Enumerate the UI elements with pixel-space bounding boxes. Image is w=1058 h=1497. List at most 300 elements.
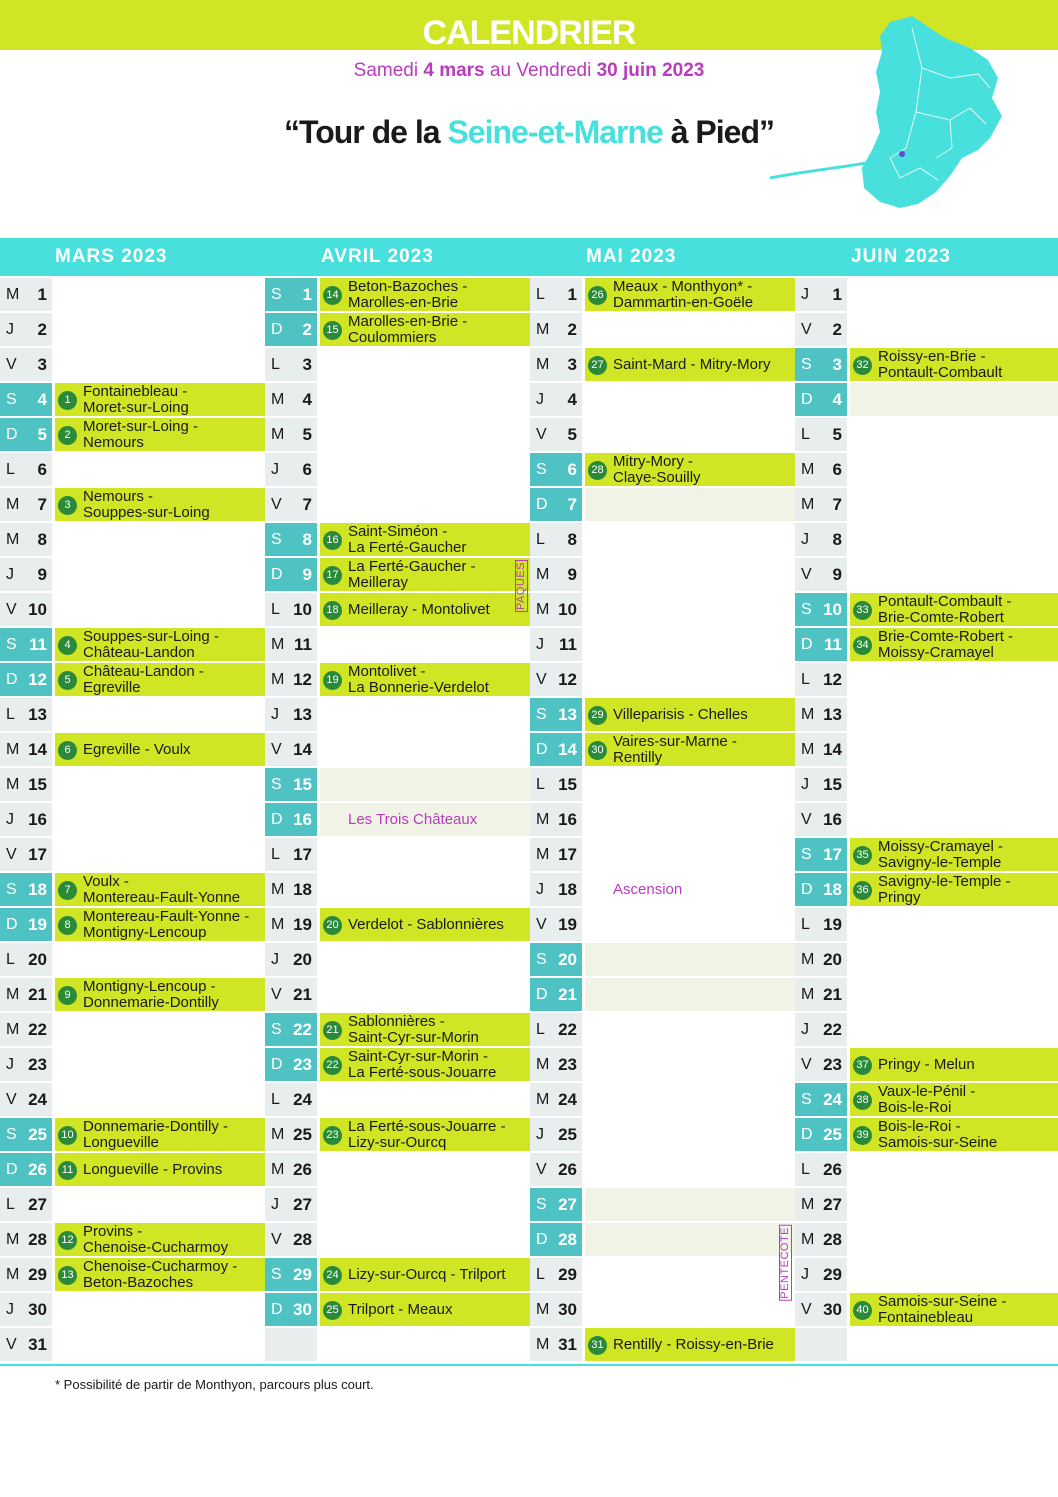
day-number: 2	[37, 320, 47, 339]
event-cell	[320, 838, 531, 871]
event-cell	[585, 523, 796, 556]
stage-route	[83, 979, 264, 1010]
day-cell	[530, 488, 584, 521]
weekday-letter: M	[6, 1231, 20, 1248]
weekday-letter: V	[801, 1301, 812, 1318]
day-number: 23	[558, 1055, 577, 1074]
date-prefix: Samedi	[353, 60, 424, 81]
day-cell	[0, 453, 54, 486]
event-cell	[320, 1153, 531, 1186]
day-cell	[0, 628, 54, 661]
stage-route	[878, 1294, 1058, 1325]
day-row	[265, 1258, 531, 1293]
day-cell	[795, 1258, 849, 1291]
stage-number-badge: 11	[58, 1161, 77, 1180]
event-cell	[585, 1223, 796, 1256]
day-cell	[530, 418, 584, 451]
weekday-letter: S	[801, 1091, 812, 1108]
stage-number-badge: 36	[853, 881, 872, 900]
stage-number-badge: 31	[588, 1336, 607, 1355]
day-row	[265, 1013, 531, 1048]
event-cell	[320, 523, 531, 556]
day-number: 20	[28, 950, 47, 969]
weekday-letter: V	[536, 916, 547, 933]
day-number: 15	[28, 775, 47, 794]
event-cell	[55, 803, 266, 836]
weekday-letter: J	[801, 776, 809, 793]
weekday-letter: V	[6, 356, 17, 373]
day-row	[795, 943, 1058, 978]
event-cell	[850, 278, 1058, 311]
stage-route	[83, 1119, 264, 1150]
day-row	[0, 1293, 266, 1328]
weekday-letter: J	[6, 321, 14, 338]
weekday-letter: S	[271, 1266, 282, 1283]
day-row	[265, 523, 531, 558]
event-cell	[585, 278, 796, 311]
day-row	[530, 453, 796, 488]
stage-route-line: Moret-sur-Loing -	[83, 419, 199, 435]
weekday-letter: L	[536, 1266, 545, 1283]
day-number: 25	[28, 1125, 47, 1144]
event-cell	[55, 348, 266, 381]
weekday-letter: J	[801, 1021, 809, 1038]
stage-number-badge: 30	[588, 741, 607, 760]
day-number: 21	[293, 985, 312, 1004]
day-number: 20	[823, 950, 842, 969]
stage-number-badge: 24	[323, 1266, 342, 1285]
stage-route	[83, 1224, 264, 1255]
event-cell	[320, 873, 531, 906]
day-row	[795, 383, 1058, 418]
day-row	[265, 663, 531, 698]
day-row	[265, 908, 531, 943]
stage-route	[348, 1014, 529, 1045]
day-cell	[530, 558, 584, 591]
day-number: 25	[823, 1125, 842, 1144]
day-row	[0, 838, 266, 873]
day-number: 27	[293, 1195, 312, 1214]
stage-route-line: Pringy - Melun	[878, 1057, 975, 1073]
month-column-mai	[530, 278, 796, 1363]
day-row	[265, 978, 531, 1013]
event-cell	[320, 558, 531, 591]
day-number: 4	[567, 390, 577, 409]
event-cell	[850, 558, 1058, 591]
event-cell	[585, 768, 796, 801]
day-cell	[0, 838, 54, 871]
day-number: 15	[293, 775, 312, 794]
event-cell	[585, 1083, 796, 1116]
day-cell	[530, 1223, 584, 1256]
event-cell	[585, 943, 796, 976]
day-number: 27	[558, 1195, 577, 1214]
day-cell	[265, 838, 319, 871]
day-number: 27	[28, 1195, 47, 1214]
weekday-letter: V	[801, 811, 812, 828]
stage-route	[878, 629, 1058, 660]
day-cell	[530, 1293, 584, 1326]
day-cell	[265, 488, 319, 521]
stage-route-line: La Ferté-Gaucher	[348, 538, 467, 555]
day-cell	[795, 768, 849, 801]
weekday-letter: M	[6, 496, 20, 513]
day-cell	[0, 593, 54, 626]
weekday-letter: D	[801, 391, 813, 408]
weekday-letter: D	[271, 1056, 283, 1073]
day-number: 19	[28, 915, 47, 934]
event-cell	[585, 698, 796, 731]
bottom-divider	[0, 1364, 1058, 1366]
event-cell	[850, 313, 1058, 346]
day-cell	[795, 1153, 849, 1186]
weekday-letter: L	[801, 916, 810, 933]
event-cell	[850, 488, 1058, 521]
day-number: 7	[302, 495, 312, 514]
day-number: 23	[823, 1055, 842, 1074]
day-row	[0, 1013, 266, 1048]
department-map-icon	[740, 8, 1058, 213]
event-cell	[320, 1188, 531, 1221]
weekday-letter: V	[801, 1056, 812, 1073]
day-number: 17	[558, 845, 577, 864]
day-row	[0, 278, 266, 313]
stage-route	[83, 419, 264, 450]
event-cell	[585, 313, 796, 346]
day-cell	[530, 733, 584, 766]
weekday-letter: D	[801, 881, 813, 898]
day-number: 13	[823, 705, 842, 724]
event-cell	[55, 593, 266, 626]
day-cell	[795, 1328, 849, 1361]
day-row	[0, 873, 266, 908]
event-cell	[585, 978, 796, 1011]
weekday-letter: D	[6, 1161, 18, 1178]
day-number: 10	[28, 600, 47, 619]
day-row	[795, 628, 1058, 663]
stage-route	[613, 1337, 794, 1353]
day-cell	[265, 908, 319, 941]
day-row	[530, 1048, 796, 1083]
stage-route	[348, 1302, 529, 1318]
day-number: 28	[293, 1230, 312, 1249]
day-number: 14	[823, 740, 842, 759]
day-cell	[265, 453, 319, 486]
day-cell	[530, 1328, 584, 1361]
day-number: 2	[832, 320, 842, 339]
event-cell	[850, 1013, 1058, 1046]
weekday-letter: L	[536, 286, 545, 303]
day-cell	[0, 558, 54, 591]
month-title-mars: MARS 2023	[55, 246, 168, 267]
day-cell	[530, 383, 584, 416]
stage-route-line: Beton-Bazoches	[83, 1273, 194, 1290]
day-cell	[530, 978, 584, 1011]
day-row	[795, 1223, 1058, 1258]
weekday-letter: M	[536, 1336, 550, 1353]
day-cell	[265, 873, 319, 906]
day-number: 5	[832, 425, 842, 444]
day-number: 8	[302, 530, 312, 549]
day-number: 22	[558, 1020, 577, 1039]
day-row	[530, 663, 796, 698]
event-cell	[55, 1188, 266, 1221]
event-cell	[585, 1013, 796, 1046]
day-number: 22	[823, 1020, 842, 1039]
event-cell	[55, 1258, 266, 1291]
event-cell	[55, 1293, 266, 1326]
stage-route	[348, 524, 529, 555]
weekday-letter: D	[271, 321, 283, 338]
event-cell	[55, 698, 266, 731]
weekday-letter: M	[271, 1126, 285, 1143]
weekday-letter: L	[271, 846, 280, 863]
stage-route-line: Donnemarie-Dontilly -	[83, 1119, 229, 1135]
day-row	[265, 453, 531, 488]
day-number: 19	[558, 915, 577, 934]
event-cell	[850, 1118, 1058, 1151]
stage-route-line: La Bonnerie-Verdelot	[348, 678, 489, 695]
day-number: 7	[567, 495, 577, 514]
event-cell	[320, 383, 531, 416]
day-row	[265, 1293, 531, 1328]
month-title-mai: MAI 2023	[586, 246, 677, 267]
stage-route	[613, 454, 794, 485]
day-cell	[795, 663, 849, 696]
event-cell	[320, 1223, 531, 1256]
day-row	[530, 523, 796, 558]
day-number: 31	[28, 1335, 47, 1354]
day-number: 20	[558, 950, 577, 969]
stage-route	[83, 909, 264, 940]
day-cell	[530, 313, 584, 346]
event-cell	[850, 593, 1058, 626]
day-cell	[265, 313, 319, 346]
weekday-letter: L	[271, 601, 280, 618]
stage-route-line: Montigny-Lencoup -	[83, 979, 216, 995]
day-row	[530, 278, 796, 313]
day-number: 26	[293, 1160, 312, 1179]
day-number: 15	[558, 775, 577, 794]
event-cell	[320, 663, 531, 696]
day-row	[530, 803, 796, 838]
day-cell	[265, 628, 319, 661]
day-number: 12	[558, 670, 577, 689]
event-cell	[320, 278, 531, 311]
stage-number-badge: 27	[588, 356, 607, 375]
weekday-letter: V	[271, 986, 282, 1003]
event-cell	[585, 663, 796, 696]
day-cell	[0, 1223, 54, 1256]
day-cell	[265, 383, 319, 416]
stage-route-line: Montereau-Fault-Yonne -	[83, 909, 250, 925]
day-row	[0, 1118, 266, 1153]
stage-number-badge: 19	[323, 671, 342, 690]
day-row	[0, 488, 266, 523]
event-cell	[850, 383, 1058, 416]
event-cell	[55, 453, 266, 486]
stage-number-badge: 9	[58, 986, 77, 1005]
weekday-letter: M	[536, 1091, 550, 1108]
weekday-letter: S	[6, 1126, 17, 1143]
stage-route-line: Marolles-en-Brie	[348, 293, 459, 310]
weekday-letter: J	[536, 636, 544, 653]
stage-route-line: Vaux-le-Pénil -	[878, 1084, 976, 1100]
day-row	[265, 943, 531, 978]
weekday-letter: M	[801, 1231, 815, 1248]
footnote: * Possibilité de partir de Monthyon, parcours plus court.	[55, 1377, 374, 1392]
day-row	[795, 663, 1058, 698]
event-cell	[850, 1258, 1058, 1291]
event-cell	[320, 1293, 531, 1326]
day-cell	[795, 978, 849, 1011]
day-number: 11	[294, 635, 312, 654]
day-cell	[795, 593, 849, 626]
day-row	[795, 488, 1058, 523]
day-row	[530, 1223, 796, 1258]
stage-number-badge: 8	[58, 916, 77, 935]
day-number: 22	[293, 1020, 312, 1039]
stage-route-line: Chenoise-Cucharmoy	[83, 1238, 229, 1255]
day-cell	[0, 908, 54, 941]
event-cell	[55, 838, 266, 871]
day-row	[795, 278, 1058, 313]
day-row	[530, 313, 796, 348]
stage-number-badge: 34	[853, 636, 872, 655]
day-number: 5	[567, 425, 577, 444]
day-cell	[530, 803, 584, 836]
event-cell	[850, 1188, 1058, 1221]
event-cell	[585, 1118, 796, 1151]
stage-route	[878, 839, 1058, 870]
day-row	[795, 1048, 1058, 1083]
day-cell	[265, 1328, 319, 1361]
day-row	[530, 733, 796, 768]
weekday-letter: M	[271, 636, 285, 653]
day-number: 24	[823, 1090, 842, 1109]
weekday-letter: J	[271, 706, 279, 723]
day-number: 13	[28, 705, 47, 724]
day-cell	[0, 768, 54, 801]
day-row	[0, 1188, 266, 1223]
day-cell	[795, 453, 849, 486]
weekday-letter: M	[271, 881, 285, 898]
event-cell	[55, 523, 266, 556]
day-number: 2	[302, 320, 312, 339]
event-cell	[320, 1118, 531, 1151]
day-row	[530, 348, 796, 383]
day-row	[0, 698, 266, 733]
day-row	[265, 383, 531, 418]
weekday-letter: J	[536, 1126, 544, 1143]
day-number: 31	[558, 1335, 577, 1354]
day-number: 29	[823, 1265, 842, 1284]
day-row	[265, 1328, 531, 1363]
stage-route-line: Trilport - Meaux	[348, 1302, 453, 1318]
day-cell	[265, 1188, 319, 1221]
day-row	[0, 628, 266, 663]
weekday-letter: D	[6, 426, 18, 443]
day-number: 11	[29, 635, 47, 654]
day-cell	[530, 663, 584, 696]
weekday-letter: V	[536, 1161, 547, 1178]
day-cell	[530, 1083, 584, 1116]
weekday-letter: V	[536, 426, 547, 443]
day-cell	[530, 1188, 584, 1221]
day-cell	[0, 663, 54, 696]
day-cell	[265, 1048, 319, 1081]
day-cell	[0, 733, 54, 766]
event-cell	[585, 1293, 796, 1326]
day-row	[795, 593, 1058, 628]
weekday-letter: J	[271, 461, 279, 478]
day-cell	[795, 1048, 849, 1081]
day-cell	[265, 978, 319, 1011]
day-cell	[0, 523, 54, 556]
day-cell	[530, 1048, 584, 1081]
stage-number-badge: 15	[323, 321, 342, 340]
day-number: 14	[28, 740, 47, 759]
day-cell	[795, 628, 849, 661]
weekday-letter: M	[801, 706, 815, 723]
event-cell	[585, 1188, 796, 1221]
weekday-letter: M	[6, 531, 20, 548]
event-cell	[850, 1293, 1058, 1326]
day-row	[795, 908, 1058, 943]
stage-route-line: Samois-sur-Seine	[878, 1133, 998, 1150]
calendar-title: CALENDRIER	[422, 14, 636, 52]
day-cell	[0, 978, 54, 1011]
day-cell	[0, 1118, 54, 1151]
stage-number-badge: 1	[58, 391, 77, 410]
event-cell	[585, 488, 796, 521]
event-cell	[850, 628, 1058, 661]
day-number: 4	[832, 390, 842, 409]
day-cell	[795, 313, 849, 346]
day-row	[265, 558, 531, 593]
day-row	[0, 1083, 266, 1118]
day-number: 3	[832, 355, 842, 374]
day-number: 6	[567, 460, 577, 479]
weekday-letter: M	[536, 321, 550, 338]
stage-route-line: Marolles-en-Brie -	[348, 314, 468, 330]
day-row	[530, 1328, 796, 1363]
day-cell	[795, 1083, 849, 1116]
event-cell	[320, 908, 531, 941]
day-row	[265, 1048, 531, 1083]
stage-number-badge: 33	[853, 601, 872, 620]
weekday-letter: M	[801, 496, 815, 513]
stage-number-badge: 14	[323, 286, 342, 305]
stage-number-badge: 39	[853, 1126, 872, 1145]
stage-route-line: Longueville	[83, 1133, 159, 1150]
weekday-letter: D	[271, 566, 283, 583]
weekday-letter: V	[6, 1336, 17, 1353]
weekday-letter: V	[6, 601, 17, 618]
event-cell	[850, 1223, 1058, 1256]
weekday-letter: J	[271, 951, 279, 968]
event-cell	[850, 1153, 1058, 1186]
stage-number-badge: 32	[853, 356, 872, 375]
weekday-letter: M	[271, 671, 285, 688]
stage-route-line: Fontainebleau	[878, 1308, 974, 1325]
day-row	[795, 1013, 1058, 1048]
weekday-letter: M	[6, 986, 20, 1003]
day-row	[0, 943, 266, 978]
day-row	[530, 978, 796, 1013]
weekday-letter: J	[801, 286, 809, 303]
day-row	[530, 1083, 796, 1118]
